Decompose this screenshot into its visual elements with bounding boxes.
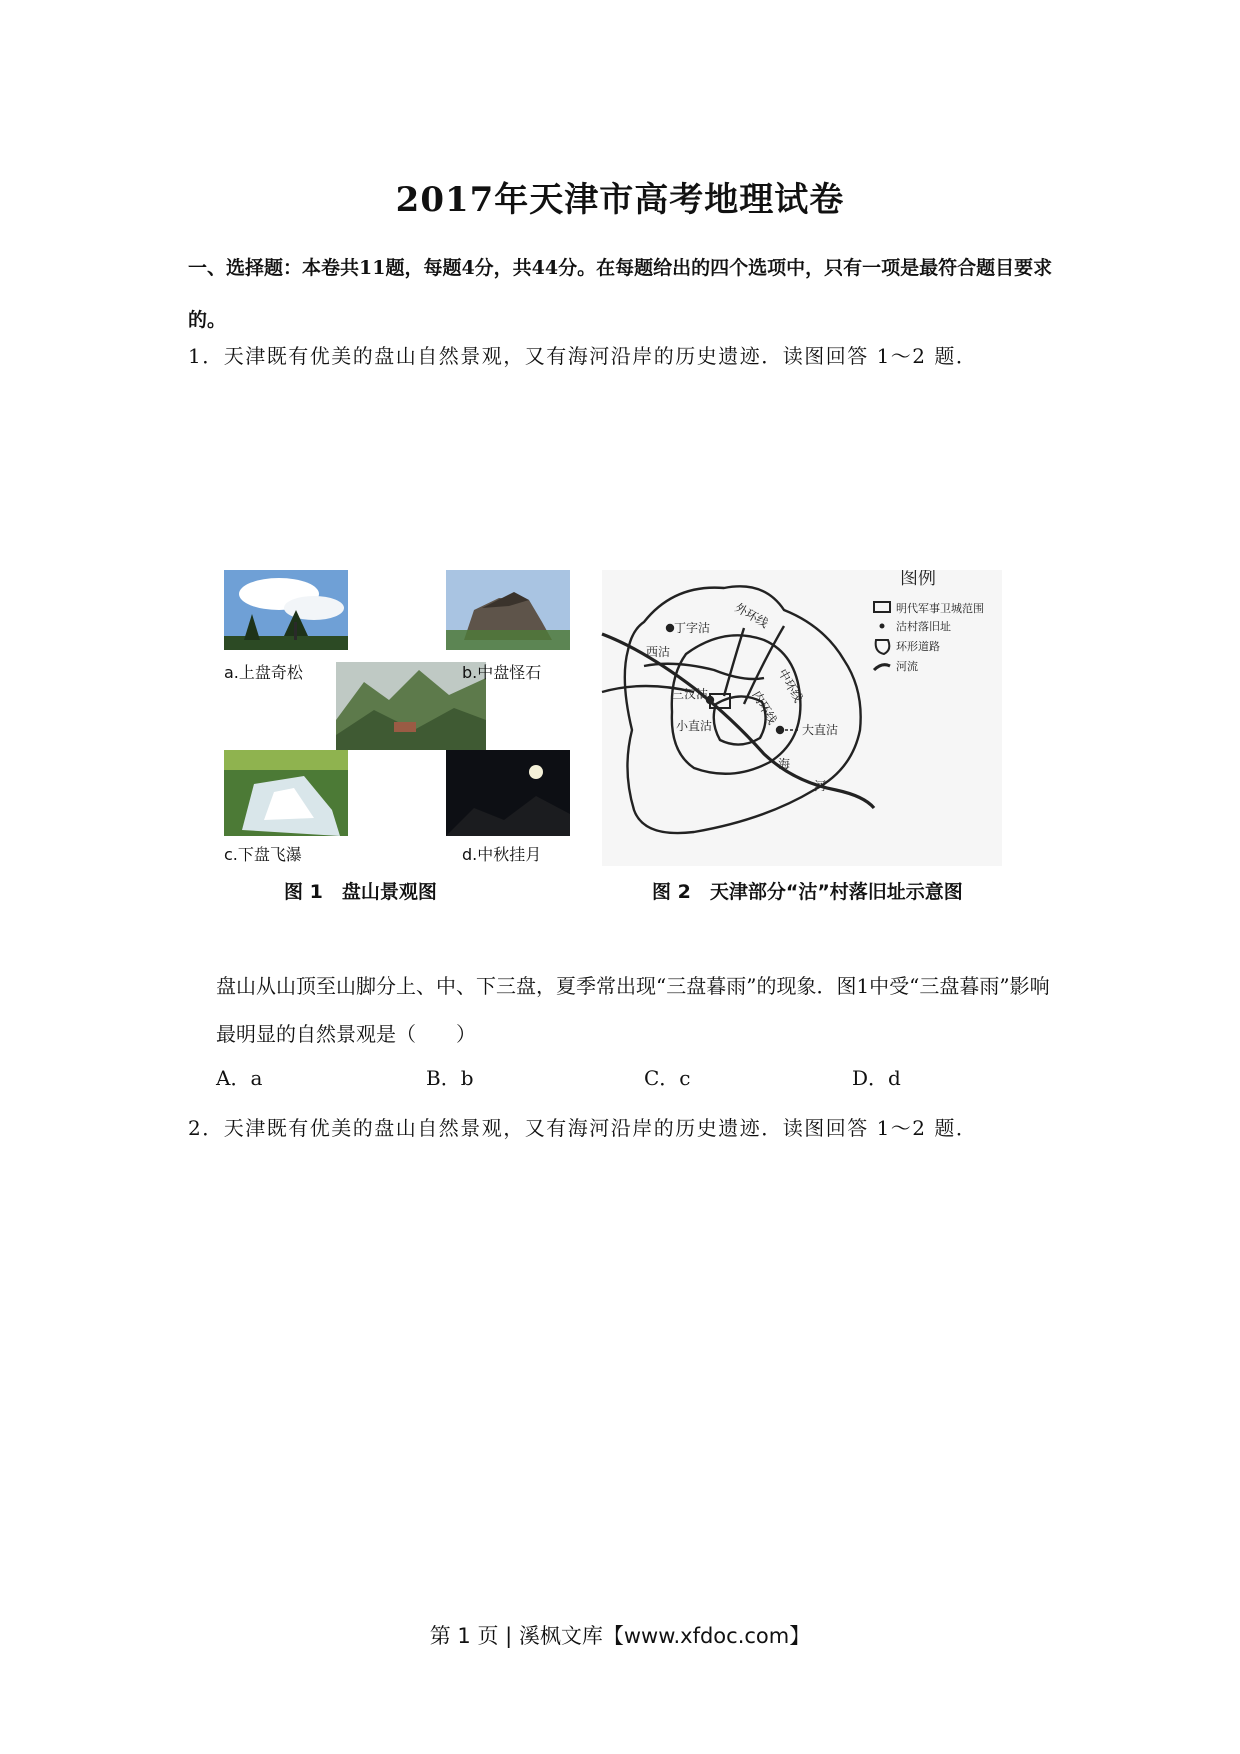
figure-1-collage (224, 570, 570, 903)
option-d[interactable]: D．d (852, 1066, 901, 1090)
label-hai: 海 (778, 757, 791, 771)
label-inner-ring: 内环线 (749, 688, 780, 727)
legend-item-village: 沽村落旧址 (896, 620, 951, 633)
label-xigu: 西沽 (646, 645, 671, 659)
photo-c-waterfall (224, 750, 348, 836)
question-2-stem: 2．天津既有优美的盘山自然景观，又有海河沿岸的历史遗迹．读图回答 1～2 题． (188, 1116, 978, 1140)
legend-item-city: 明代军事卫城范围 (896, 602, 984, 615)
legend-swatch-village (880, 624, 885, 629)
legend-item-ring: 环形道路 (896, 640, 940, 653)
page-title: 2017年天津市高考地理试卷 (395, 180, 845, 220)
photo-b-label: b.中盘怪石 (462, 663, 542, 682)
label-he: 河 (814, 779, 827, 793)
figure-panel (224, 570, 1064, 910)
photo-d-moon (446, 750, 570, 836)
figures (224, 570, 1064, 914)
label-outer-ring: 外环线 (732, 600, 771, 631)
label-dazhi: 大直沽 (802, 723, 839, 737)
label-middle-ring: 中环线 (775, 666, 806, 705)
question-1-stem: 1．天津既有优美的盘山自然景观，又有海河沿岸的历史遗迹．读图回答 1～2 题． (188, 344, 978, 368)
section-heading: 一、选择题：本卷共11题，每题4分，共44分。在每题给出的四个选项中，只有一项是最符合题目要求的。 (188, 257, 1053, 331)
label-dingzi: 丁字沽 (674, 621, 711, 635)
photo-d-label: d.中秋挂月 (462, 845, 542, 864)
label-xiaozhi: 小直沽 (676, 719, 713, 733)
figure-2-caption: 图 2 天津部分“沽”村落旧址示意图 (652, 881, 963, 903)
legend-title: 图例 (900, 570, 936, 589)
option-a[interactable]: A．a (216, 1066, 263, 1090)
question-1-paragraph: 盘山从山顶至山脚分上、中、下三盘，夏季常出现“三盘暮雨”的现象．图1中受“三盘暮雨”影响最明显的自然景观是（ ） (216, 974, 1050, 1046)
photo-c-label: c.下盘飞瀑 (224, 845, 302, 864)
figure-1-caption: 图 1 盘山景观图 (284, 881, 437, 903)
option-c[interactable]: C．c (644, 1066, 691, 1090)
photo-a-label: a.上盘奇松 (224, 663, 303, 682)
option-b[interactable]: B．b (426, 1066, 474, 1090)
label-sancha: 三汊沽 (672, 687, 709, 701)
page-footer: 第 1 页 | 溪枫文库【www.xfdoc.com】 (429, 1624, 811, 1648)
photo-a-pine (224, 570, 348, 650)
photo-b-rock (446, 570, 570, 650)
village-dingzi-dot (667, 625, 673, 631)
legend-item-river: 河流 (896, 660, 918, 673)
